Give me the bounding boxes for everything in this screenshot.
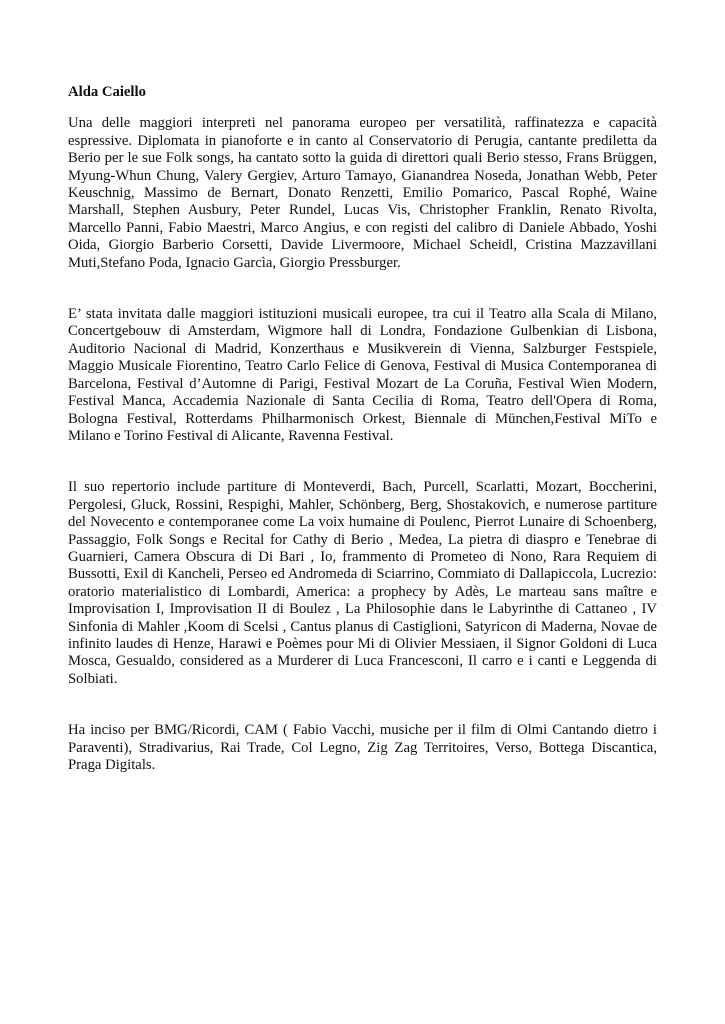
- paragraph-biography: Una delle maggiori interpreti nel panorama europeo per versatilità, raffinatezza e capacità espressive. Diplomata in pianoforte e in canto al Conservatorio di Perugia, cantante prediletta da Berio per le sue Folk songs, ha cantato sotto la guida di direttori quali Berio stesso, Frans Brüggen, Myung-Whun Chung, Valery Gergiev, Arturo Tamayo, Gianandrea Noseda, Jonathan Webb, Peter Keuschnig, Massimo de Bernart, Donato Renzetti, Emilio Pomarico, Pascal Rophé, Waine Marshall, Stephen Ausbury, Peter Rundel, Lucas Vis, Christopher Franklin, Renato Rivolta, Marcello Panni, Fabio Maestri, Marco Angius, e con registi del calibro di Daniele Abbado, Yoshi Oida, Giorgio Barberio Corsetti, Davide Livermoore, Michael Scheidl, Cristina Mazzavillani Muti,Stefano Poda, Ignacio Garcìa, Giorgio Pressburger.: [68, 115, 657, 271]
- paragraph-repertoire: Il suo repertorio include partiture di Monteverdi, Bach, Purcell, Scarlatti, Mozart, Boccherini, Pergolesi, Gluck, Rossini, Respighi, Mahler, Schönberg, Berg, Shostakovich, e numerose partiture del Novecento e contemporanee come La voix humaine di Poulenc, Pierrot Lunaire di Schoenberg, Passaggio, Folk Songs e Recital for Cathy di Berio , Medea, La pietra di diaspro e Tenebrae di Guarnieri, Camera Obscura di Di Bari , Io, frammento di Prometeo di Nono, Rara Requiem di Bussotti, Exil di Kancheli, Perseo ed Andromeda di Sciarrino, Commiato di Dallapiccola, Lucrezio: oratorio materialistico di Lombardi, America: a prophecy by Adès, Le marteau sans maître e Improvisation I, Improvisation II di Boulez , La Philosophie dans le Labyrinthe di Cattaneo , IV Sinfonia di Mahler ,Koom di Scelsi , Cantus planus di Castiglioni, Satyricon di Maderna, Novae de infinito laudes di Henze, Harawi e Poèmes pour Mi di Olivier Messiaen, il Signor Goldoni di Luca Mosca, Gesualdo, considered as a Murderer di Luca Francesconi, Il carro e i canti e Leggenda di Solbiati.: [68, 479, 657, 687]
- paragraph-institutions: E’ stata invitata dalle maggiori istituzioni musicali europee, tra cui il Teatro alla Scala di Milano, Concertgebouw di Amsterdam, Wigmore hall di Londra, Fondazione Gulbenkian di Lisbona, Auditorio Nacional di Madrid, Konzerthaus e Musikverein di Vienna, Salzburger Festspiele, Maggio Musicale Fiorentino, Teatro Carlo Felice di Genova, Festival di Musica Contemporanea di Barcelona, Festival d’Automne di Parigi, Festival Mozart de La Coruña, Festival Wien Modern, Festival Manca, Accademia Nazionale di Santa Cecilia di Roma, Teatro dell'Opera di Roma, Bologna Festival, Rotterdams Philharmonisch Orkest, Biennale di München,Festival MiTo e Milano e Torino Festival di Alicante, Ravenna Festival.: [68, 306, 657, 444]
- paragraph-recordings: Ha inciso per BMG/Ricordi, CAM ( Fabio Vacchi, musiche per il film di Olmi Cantando dietro i Paraventi), Stradivarius, Rai Trade, Col Legno, Zig Zag Territoires, Verso, Bottega Discantica, Praga Digitals.: [68, 722, 657, 773]
- document-page: [68, 84, 657, 774]
- document-title: Alda Caiello: [68, 84, 146, 100]
